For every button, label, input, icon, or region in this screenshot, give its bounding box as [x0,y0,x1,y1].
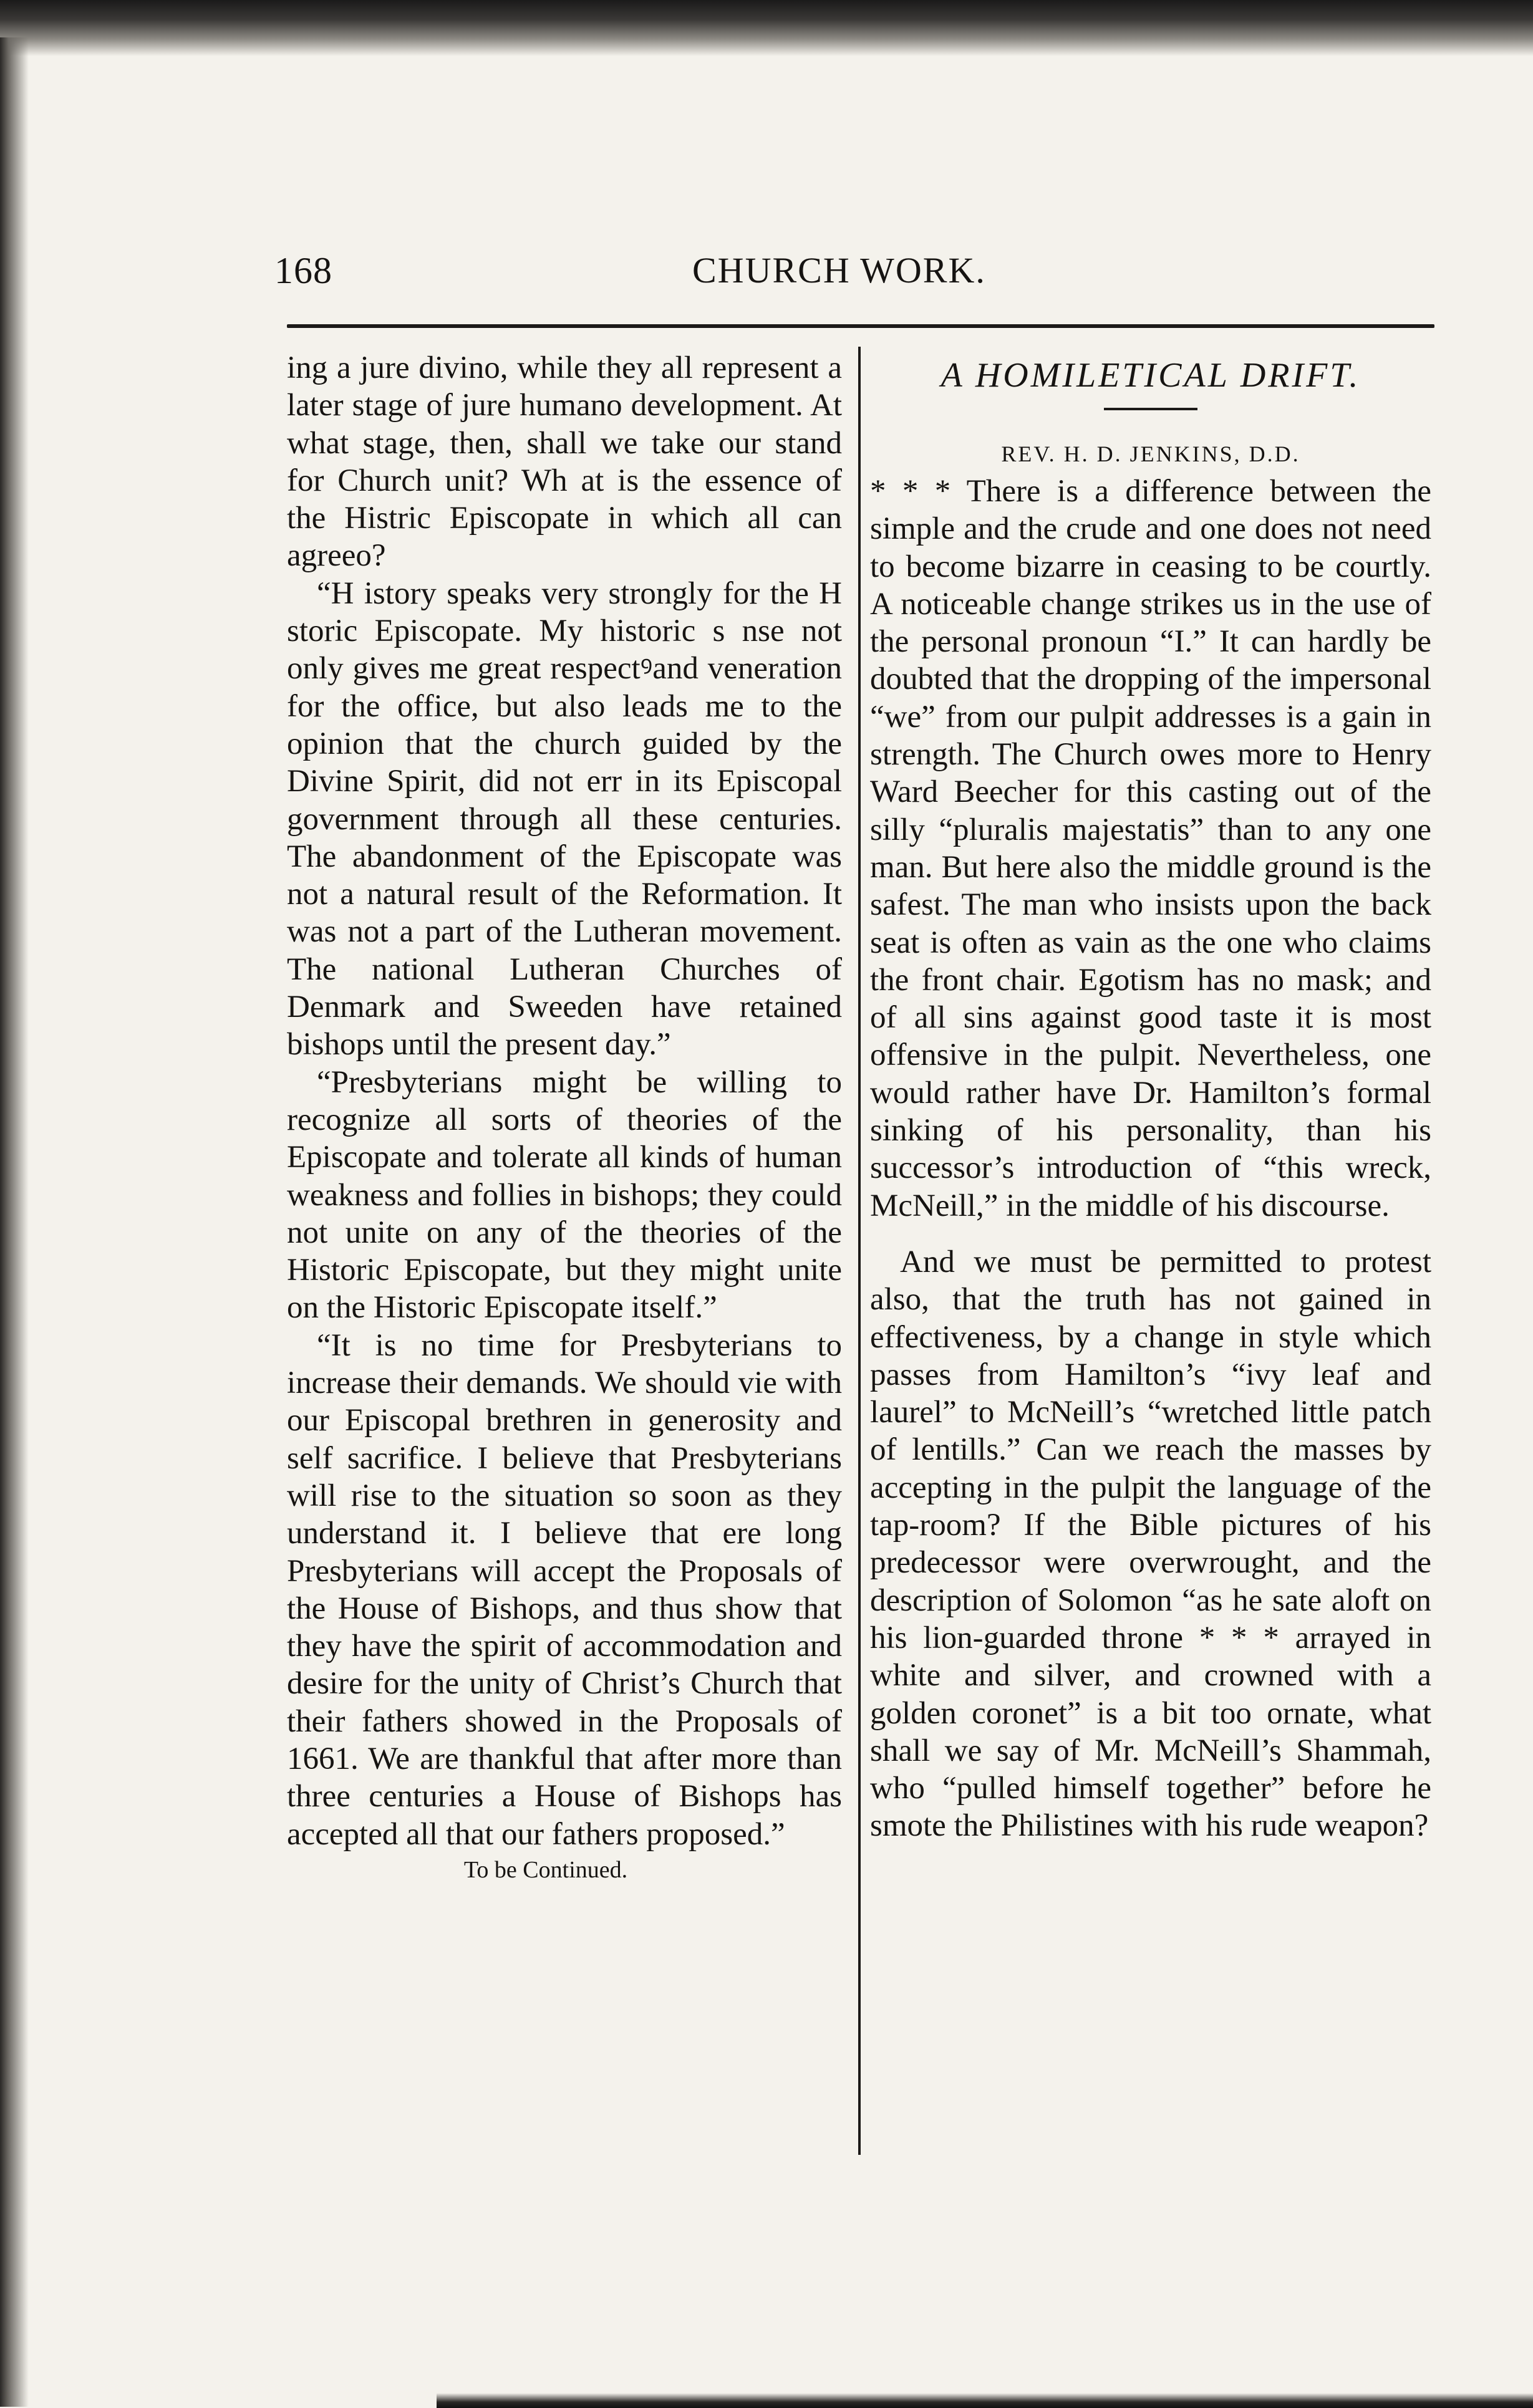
article-title: A HOMILETICAL DRIFT. [941,356,1361,395]
scan-edge-left [0,37,29,2407]
left-paragraph-3: “Presbyterians might be willing to recognize all sorts of theories of the Episcopate and tolerate all kinds of human weakness and follies in bishops; they could not unite on any of the theories of the Historic Episcopate, but they might unite on the Historic Episcopate itself.” [287,1064,842,1326]
article-byline: REV. H. D. JENKINS, D.D. [1001,441,1300,466]
right-column [870,349,1431,1845]
header-rule [287,324,1434,328]
running-head: CHURCH WORK. [692,250,986,291]
page-number: 168 [274,250,332,291]
right-paragraph-1: * * * There is a difference between the simple and the crude and one does not need to become bizarre in ceasing to be courtly. A noticeable change strikes us in the use of the personal pronoun “I.” It can hardly be doubted that the dropping of the impersonal “we” from our pulpit addresses is a gain in strength. The Church owes more to Henry Ward Beecher for this casting out of the silly “pluralis majestatis” than to any one man. But here also the middle ground is the safest. The man who insists upon the back seat is often as vain as the one who claims the front chair. Egotism has no mask; and of all sins against good taste it is most offensive in the pulpit. Nevertheless, one would rather have Dr. Hamilton’s formal sinking of his personality, than his successor’s introduction of “this wreck, McNeill,” in the middle of his discourse. [870,474,1431,1223]
title-rule [1104,408,1197,410]
scan-edge-top [0,0,1533,56]
left-paragraph-2: “H istory speaks very strongly for the H storic Episcopate. My historic s nse not only gives me great respectꝰand veneration for the office, but also leads me to the opinion that the church guided by the Divine Spirit, did not err in its Episcopal government through all these centuries. The abandonment of the Episcopate was not a natural result of the Reformation. It was not a part of the Lutheran movement. The national Lutheran Churches of Denmark and Sweeden have retained bishops until the present day.” [287,576,842,1062]
paragraph-gap [870,1225,1431,1243]
left-paragraph-1: ing a jure divino, while they all represent a later stage of jure humano development. At what stage, then, shall we take our stand for Church unit? Wh at is the essence of the Histric Episcopate in which all can agreeo? [287,350,842,574]
continued-note: To be Continued. [463,1856,628,1883]
scan-edge-bottom [437,2393,1533,2408]
column-divider [858,347,861,2155]
left-paragraph-4: “It is no time for Presbyterians to increase their demands. We should vie with our Episcopal brethren in generosity and self sacrifice. I believe that Presbyterians will rise to the situation so soon as they understand it. I believe that ere long Presbyterians will accept the Proposals of the House of Bishops, and thus show that they have the spirit of accommodation and desire for the unity of Christ’s Church that their fathers showed in the Proposals of 1661. We are thankful that after more than three centuries a House of Bishops has accepted all that our fathers proposed.” [287,1327,842,1852]
right-paragraph-2: And we must be permitted to protest also, that the truth has not gained in effectiveness, by a change in style which passes from Hamilton’s “ivy leaf and laurel” to McNeill’s “wretched little patch of lentills.” Can we reach the masses by accepting in the pulpit the language of the tap-room? If the Bible pictures of his predecessor were overwrought, and the description of Solomon “as he sate aloft on his lion-guarded throne * * * arrayed in white and silver, and crowned with a golden coronet” is a bit too ornate, what shall we say of Mr. McNeill’s Shammah, who “pulled himself together” before he smote the Philistines with his rude weapon? [870,1244,1431,1844]
left-column [287,349,842,1887]
